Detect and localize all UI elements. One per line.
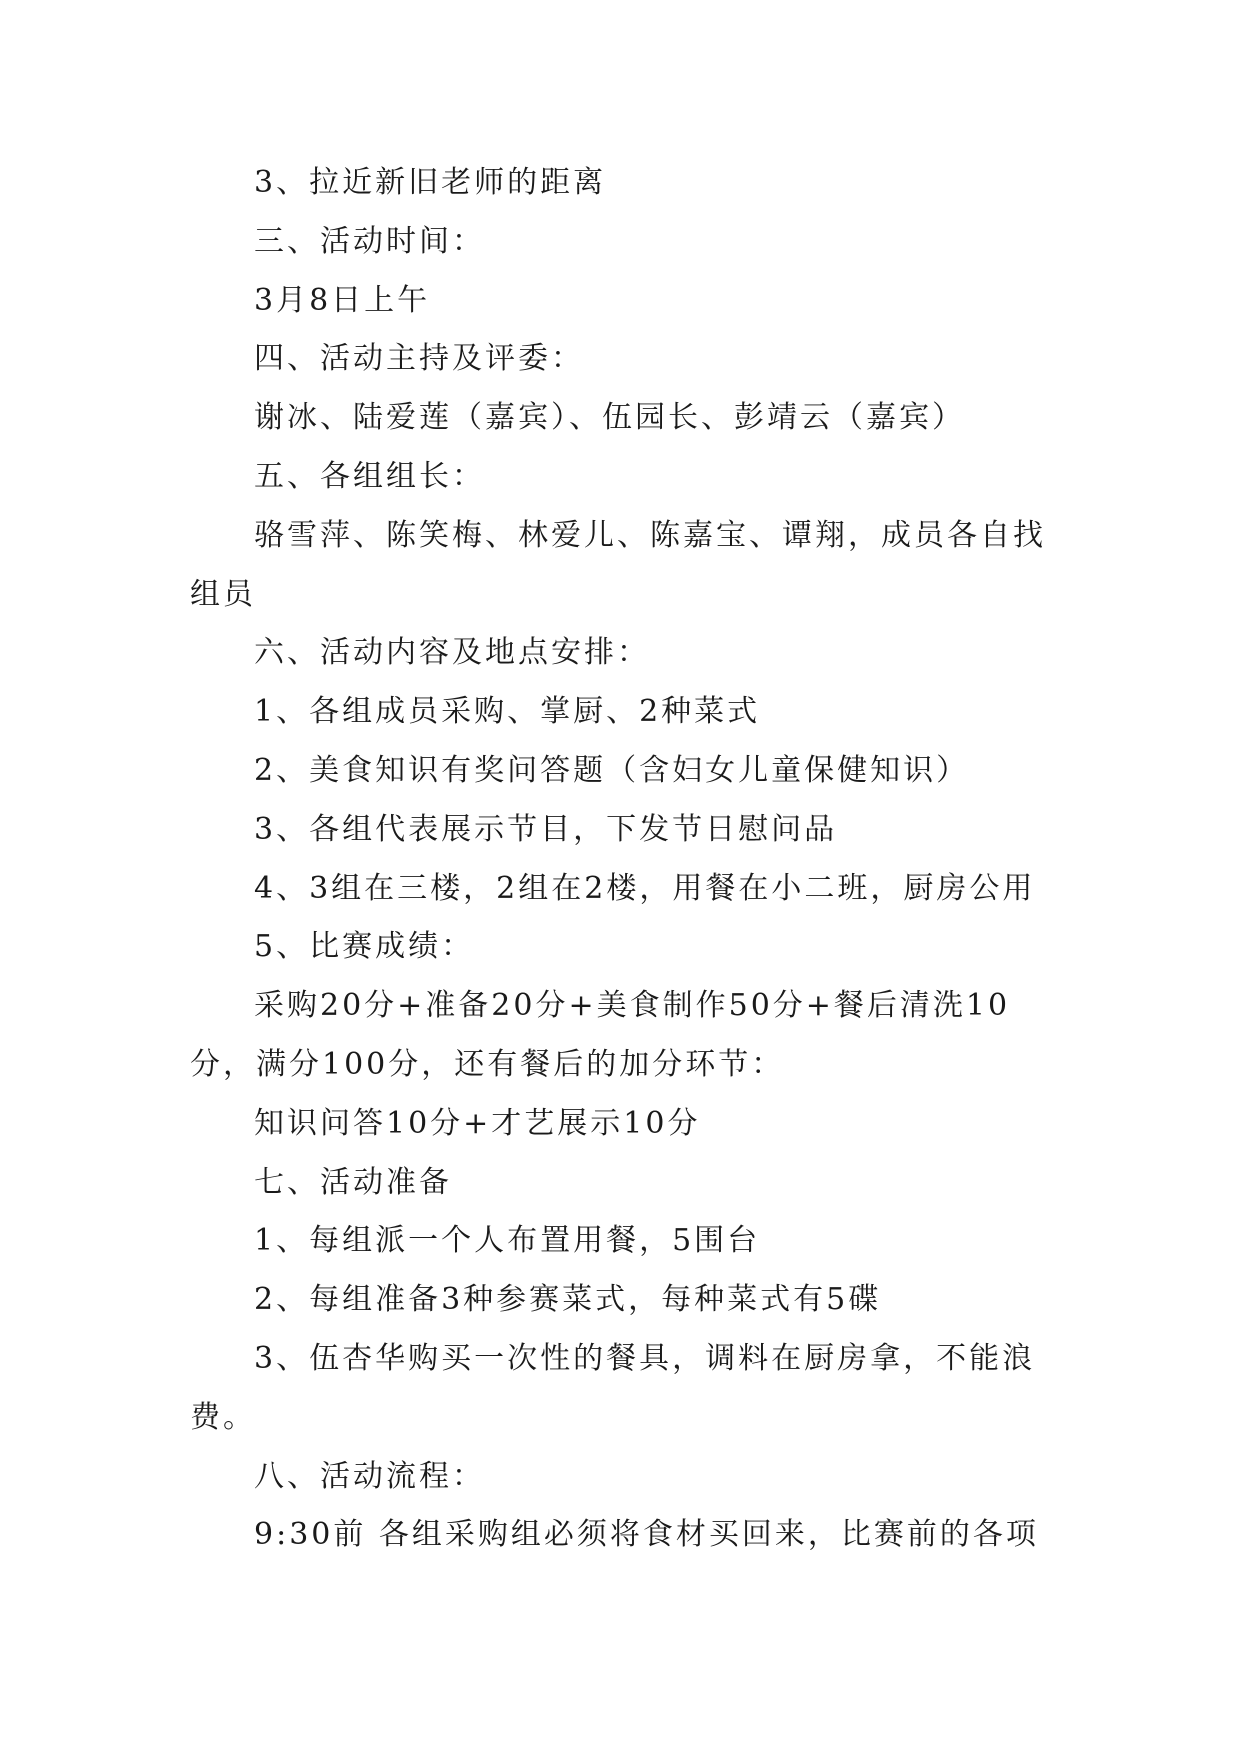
list-item: 3、各组代表展示节目，下发节日慰问品 xyxy=(254,811,838,847)
list-item: 5、比赛成绩： xyxy=(254,929,475,965)
paragraph: 3月8日上午 xyxy=(254,282,431,318)
paragraph: 知识问答10分+才艺展示10分 xyxy=(254,1105,701,1141)
section-heading: 五、各组组长： xyxy=(254,458,485,494)
section-heading: 七、活动准备 xyxy=(254,1164,452,1200)
paragraph: 采购20分+准备20分+美食制作50分+餐后清洗10分，满分100分，还有餐后的加分环节： xyxy=(190,988,1011,1082)
list-item: 1、每组派一个人布置用餐，5围台 xyxy=(254,1223,761,1259)
document-body xyxy=(190,154,1060,1565)
list-item: 3、伍杏华购买一次性的餐具，调料在厨房拿，不能浪费。 xyxy=(190,1340,1036,1435)
list-item: 4、3组在三楼，2组在2楼，用餐在小二班，厨房公用 xyxy=(254,870,1036,906)
list-item: 2、每组准备3种参赛菜式，每种菜式有5碟 xyxy=(254,1282,882,1318)
paragraph: 3、拉近新旧老师的距离 xyxy=(254,165,607,200)
section-heading: 八、活动流程： xyxy=(254,1458,485,1494)
paragraph: 谢冰、陆爱莲（嘉宾）、伍园长、彭靖云（嘉宾） xyxy=(254,400,965,436)
paragraph: 骆雪萍、陈笑梅、林爱儿、陈嘉宝、谭翔，成员各自找组员 xyxy=(190,517,1046,612)
list-item: 1、各组成员采购、掌厨、2种菜式 xyxy=(254,694,761,730)
paragraph: 9:30前 各组采购组必须将食材买回来，比赛前的各项 xyxy=(254,1517,1039,1553)
section-heading: 四、活动主持及评委： xyxy=(254,341,584,377)
section-heading: 三、活动时间： xyxy=(254,223,485,259)
list-item: 2、美食知识有奖问答题（含妇女儿童保健知识） xyxy=(254,752,970,788)
section-heading: 六、活动内容及地点安排： xyxy=(254,635,650,671)
